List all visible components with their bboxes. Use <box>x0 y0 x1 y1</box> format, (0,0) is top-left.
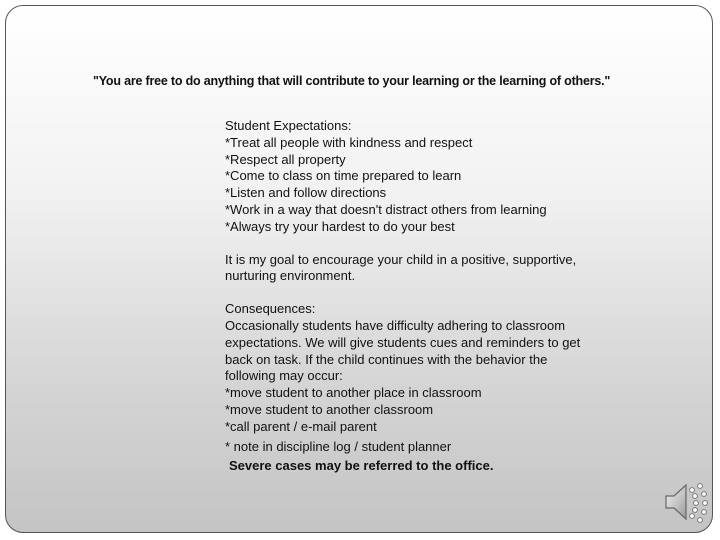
speaker-icon[interactable] <box>658 476 710 528</box>
severe-cases-note: Severe cases may be referred to the office. <box>229 458 494 474</box>
consequences-line: following may occur: <box>225 368 343 384</box>
consequence-item: *call parent / e-mail parent <box>225 418 377 434</box>
content-block <box>225 118 645 475</box>
consequences-line: expectations. We will give students cues and reminders to get <box>225 334 581 350</box>
consequences-line: Occasionally students have difficulty adhering to classroom <box>225 317 566 333</box>
goal-line: It is my goal to encourage your child in a positive, supportive, <box>225 251 577 267</box>
quote-title: "You are free to do anything that will contribute to your learning or the learning of others." <box>93 74 611 88</box>
expectation-item: *Work in a way that doesn't distract others from learning <box>225 201 547 217</box>
expectation-item: *Respect all property <box>225 151 346 167</box>
discipline-note: * note in discipline log / student planner <box>225 438 452 454</box>
expectations-heading: Student Expectations: <box>225 118 352 133</box>
expectation-item: *Treat all people with kindness and respect <box>225 134 473 150</box>
consequence-item: *move student to another place in classroom <box>225 385 482 401</box>
slide <box>5 5 713 533</box>
expectation-item: *Always try your hardest to do your best <box>225 218 455 234</box>
expectation-item: *Come to class on time prepared to learn <box>225 168 462 184</box>
consequences-section <box>225 301 645 475</box>
expectation-item: *Listen and follow directions <box>225 185 387 201</box>
goal-paragraph <box>225 252 645 286</box>
consequences-line: back on task. If the child continues with the behavior the <box>225 351 548 367</box>
goal-line: nurturing environment. <box>225 268 356 284</box>
consequences-heading: Consequences: <box>225 301 316 317</box>
consequence-item: *move student to another classroom <box>225 401 434 417</box>
